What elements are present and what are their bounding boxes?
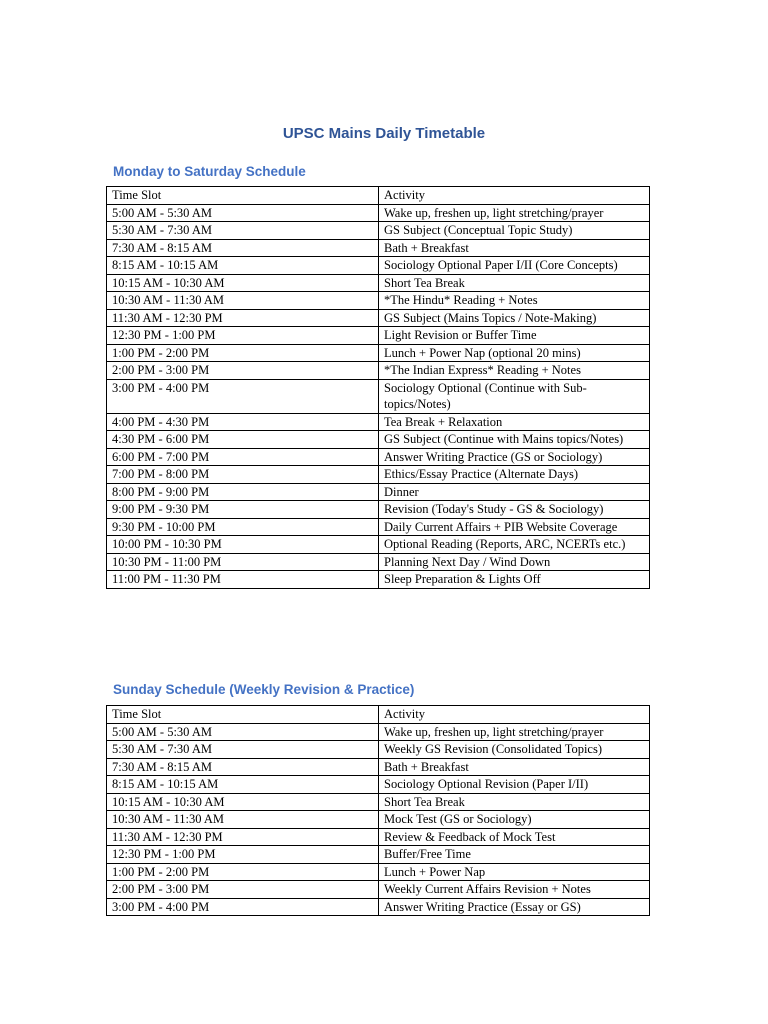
time-slot-cell: 8:15 AM - 10:15 AM xyxy=(107,776,379,794)
table-row xyxy=(107,828,650,846)
table-row xyxy=(107,863,650,881)
activity-cell: Answer Writing Practice (Essay or GS) xyxy=(379,898,650,916)
time-slot-cell: 12:30 PM - 1:00 PM xyxy=(107,846,379,864)
activity-cell: Bath + Breakfast xyxy=(379,758,650,776)
table-row xyxy=(107,222,650,240)
activity-cell: Short Tea Break xyxy=(379,274,650,292)
table-row xyxy=(107,723,650,741)
table-row xyxy=(107,793,650,811)
time-slot-cell: 11:00 PM - 11:30 PM xyxy=(107,571,379,589)
activity-cell: Answer Writing Practice (GS or Sociology) xyxy=(379,448,650,466)
time-slot-cell: 12:30 PM - 1:00 PM xyxy=(107,327,379,345)
table-row xyxy=(107,309,650,327)
table-row xyxy=(107,327,650,345)
table-row xyxy=(107,344,650,362)
activity-cell: Ethics/Essay Practice (Alternate Days) xyxy=(379,466,650,484)
time-slot-cell: 10:30 PM - 11:00 PM xyxy=(107,553,379,571)
weekday-schedule-body xyxy=(107,204,650,588)
time-slot-cell: 8:15 AM - 10:15 AM xyxy=(107,257,379,275)
table-row xyxy=(107,758,650,776)
table-row xyxy=(107,413,650,431)
activity-cell: Planning Next Day / Wind Down xyxy=(379,553,650,571)
time-slot-cell: 2:00 PM - 3:00 PM xyxy=(107,881,379,899)
activity-cell: Weekly Current Affairs Revision + Notes xyxy=(379,881,650,899)
time-slot-cell: 10:15 AM - 10:30 AM xyxy=(107,274,379,292)
time-slot-cell: 11:30 AM - 12:30 PM xyxy=(107,309,379,327)
activity-cell: *The Hindu* Reading + Notes xyxy=(379,292,650,310)
document-title: UPSC Mains Daily Timetable xyxy=(282,125,486,142)
time-slot-cell: 3:00 PM - 4:00 PM xyxy=(107,898,379,916)
time-slot-cell: 5:30 AM - 7:30 AM xyxy=(107,222,379,240)
time-slot-cell: 9:00 PM - 9:30 PM xyxy=(107,501,379,519)
time-slot-cell: 5:00 AM - 5:30 AM xyxy=(107,723,379,741)
activity-cell: Light Revision or Buffer Time xyxy=(379,327,650,345)
table-row xyxy=(107,379,650,413)
table-row xyxy=(107,898,650,916)
table-row xyxy=(107,776,650,794)
table-row xyxy=(107,536,650,554)
activity-cell: Wake up, freshen up, light stretching/prayer xyxy=(379,204,650,222)
time-slot-cell: 4:30 PM - 6:00 PM xyxy=(107,431,379,449)
time-slot-cell: 2:00 PM - 3:00 PM xyxy=(107,362,379,380)
column-header-activity: Activity xyxy=(379,706,650,724)
time-slot-cell: 9:30 PM - 10:00 PM xyxy=(107,518,379,536)
time-slot-cell: 11:30 AM - 12:30 PM xyxy=(107,828,379,846)
table-row xyxy=(107,811,650,829)
sunday-schedule-table xyxy=(106,705,650,916)
time-slot-cell: 8:00 PM - 9:00 PM xyxy=(107,483,379,501)
activity-cell: Lunch + Power Nap xyxy=(379,863,650,881)
time-slot-cell: 1:00 PM - 2:00 PM xyxy=(107,863,379,881)
time-slot-cell: 1:00 PM - 2:00 PM xyxy=(107,344,379,362)
time-slot-cell: 10:30 AM - 11:30 AM xyxy=(107,811,379,829)
activity-cell: Wake up, freshen up, light stretching/prayer xyxy=(379,723,650,741)
activity-cell: Sociology Optional Revision (Paper I/II) xyxy=(379,776,650,794)
activity-cell: Optional Reading (Reports, ARC, NCERTs etc.) xyxy=(379,536,650,554)
time-slot-cell: 10:15 AM - 10:30 AM xyxy=(107,793,379,811)
activity-cell: Bath + Breakfast xyxy=(379,239,650,257)
time-slot-cell: 5:00 AM - 5:30 AM xyxy=(107,204,379,222)
table-row xyxy=(107,846,650,864)
table-row xyxy=(107,257,650,275)
time-slot-cell: 6:00 PM - 7:00 PM xyxy=(107,448,379,466)
activity-cell: Sociology Optional Paper I/II (Core Concepts) xyxy=(379,257,650,275)
activity-cell: Mock Test (GS or Sociology) xyxy=(379,811,650,829)
activity-cell: Review & Feedback of Mock Test xyxy=(379,828,650,846)
time-slot-cell: 10:30 AM - 11:30 AM xyxy=(107,292,379,310)
activity-cell: Tea Break + Relaxation xyxy=(379,413,650,431)
table-row xyxy=(107,553,650,571)
activity-cell: GS Subject (Continue with Mains topics/Notes) xyxy=(379,431,650,449)
table-row xyxy=(107,881,650,899)
activity-cell: Daily Current Affairs + PIB Website Coverage xyxy=(379,518,650,536)
column-header-time-slot: Time Slot xyxy=(107,706,379,724)
activity-cell: Dinner xyxy=(379,483,650,501)
sunday-schedule-body xyxy=(107,723,650,916)
table-header-row xyxy=(107,187,650,205)
column-header-activity: Activity xyxy=(379,187,650,205)
time-slot-cell: 4:00 PM - 4:30 PM xyxy=(107,413,379,431)
time-slot-cell: 7:30 AM - 8:15 AM xyxy=(107,239,379,257)
sunday-schedule-heading: Sunday Schedule (Weekly Revision & Practice) xyxy=(113,682,415,697)
weekday-schedule-heading: Monday to Saturday Schedule xyxy=(113,164,306,179)
time-slot-cell: 3:00 PM - 4:00 PM xyxy=(107,379,379,413)
activity-cell: Short Tea Break xyxy=(379,793,650,811)
table-row xyxy=(107,239,650,257)
activity-cell: Lunch + Power Nap (optional 20 mins) xyxy=(379,344,650,362)
table-row xyxy=(107,571,650,589)
table-row xyxy=(107,518,650,536)
table-row xyxy=(107,292,650,310)
table-row xyxy=(107,204,650,222)
activity-cell: Buffer/Free Time xyxy=(379,846,650,864)
table-header-row xyxy=(107,706,650,724)
table-row xyxy=(107,431,650,449)
table-row xyxy=(107,741,650,759)
activity-cell: Sociology Optional (Continue with Sub-topics/Notes) xyxy=(379,379,650,413)
table-row xyxy=(107,501,650,519)
table-row xyxy=(107,483,650,501)
time-slot-cell: 7:00 PM - 8:00 PM xyxy=(107,466,379,484)
activity-cell: GS Subject (Mains Topics / Note-Making) xyxy=(379,309,650,327)
activity-cell: Sleep Preparation & Lights Off xyxy=(379,571,650,589)
time-slot-cell: 5:30 AM - 7:30 AM xyxy=(107,741,379,759)
weekday-schedule-table xyxy=(106,186,650,589)
table-row xyxy=(107,448,650,466)
table-row xyxy=(107,362,650,380)
activity-cell: Weekly GS Revision (Consolidated Topics) xyxy=(379,741,650,759)
table-row xyxy=(107,466,650,484)
activity-cell: GS Subject (Conceptual Topic Study) xyxy=(379,222,650,240)
column-header-time-slot: Time Slot xyxy=(107,187,379,205)
time-slot-cell: 7:30 AM - 8:15 AM xyxy=(107,758,379,776)
table-row xyxy=(107,274,650,292)
time-slot-cell: 10:00 PM - 10:30 PM xyxy=(107,536,379,554)
activity-cell: *The Indian Express* Reading + Notes xyxy=(379,362,650,380)
activity-cell: Revision (Today's Study - GS & Sociology) xyxy=(379,501,650,519)
